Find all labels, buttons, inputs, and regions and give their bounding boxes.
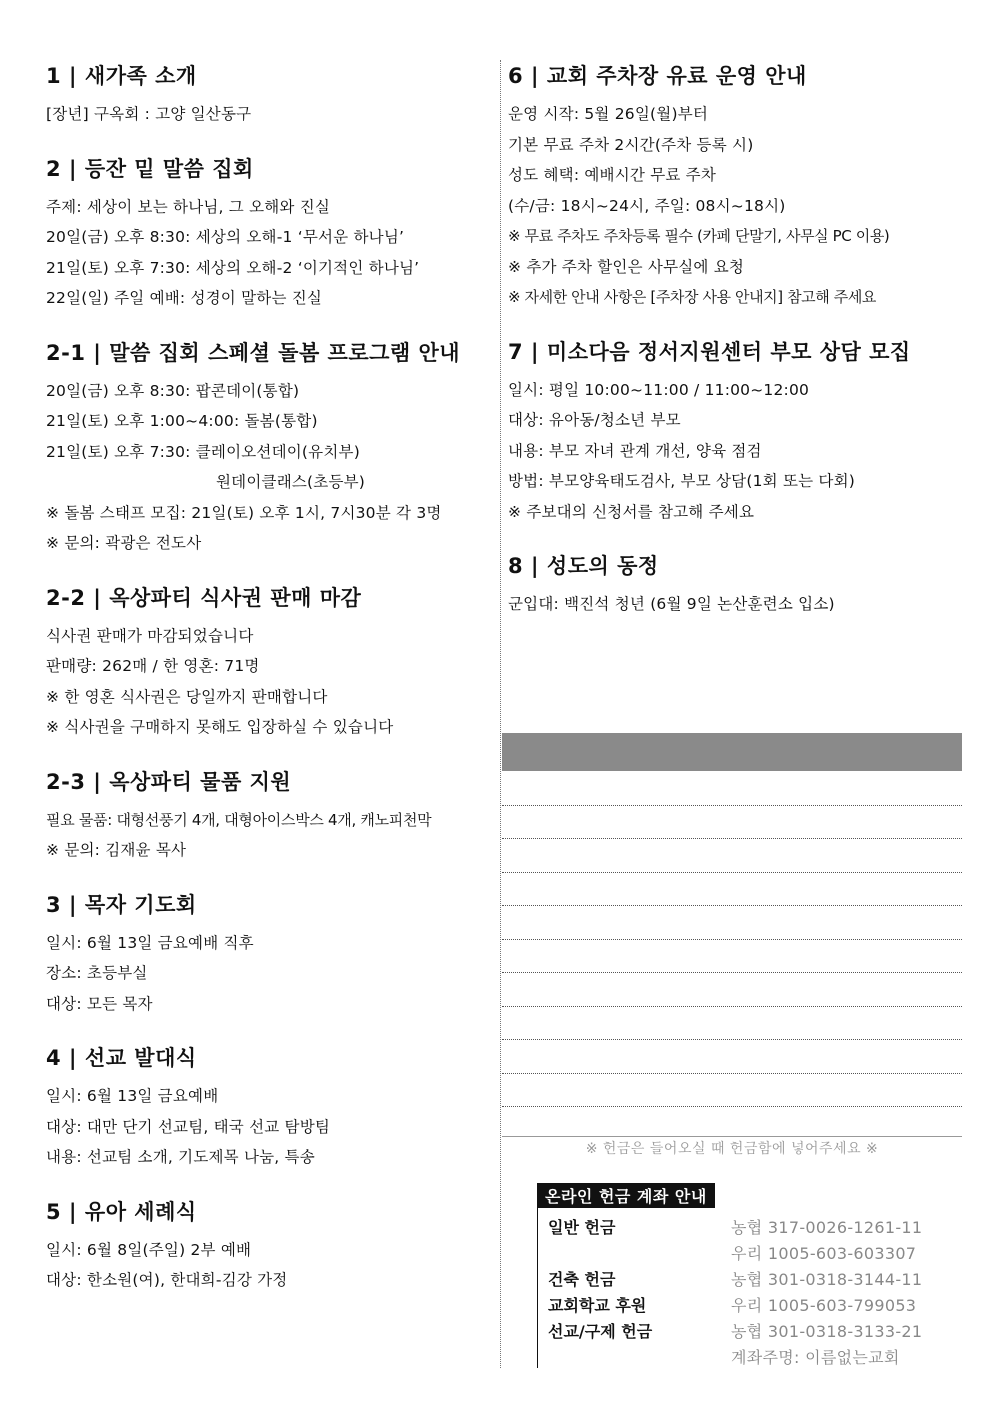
section-title: 3 | 목자 기도회 xyxy=(46,892,197,917)
section-line: ※ 추가 주차 할인은 사무실에 요청 xyxy=(508,257,745,276)
section-line: 대상: 모든 목자 xyxy=(46,994,153,1013)
accounts-table xyxy=(537,1205,963,1368)
section-line: ※ 한 영혼 식사권은 당일까지 판매합니다 xyxy=(46,687,328,706)
account-row xyxy=(548,1293,917,1316)
section-line: 판매량: 262매 / 한 영혼: 71명 xyxy=(46,657,260,675)
section-line: ※ 무료 주차도 주차등록 필수 (카페 단말기, 사무실 PC 이용) xyxy=(508,227,890,245)
section-line: 일시: 평일 10:00~11:00 / 11:00~12:00 xyxy=(508,380,810,399)
note-line xyxy=(502,805,962,806)
section-new-family xyxy=(46,60,494,130)
note-line xyxy=(502,1073,962,1074)
section-line: 일시: 6월 13일 금요예배 xyxy=(46,1087,219,1105)
section-line: ※ 문의: 김재윤 목사 xyxy=(46,841,187,859)
note-line xyxy=(502,972,962,973)
section-line: 운영 시작: 5월 26일(월)부터 xyxy=(508,105,709,123)
section-member-news xyxy=(508,550,963,620)
note-line xyxy=(502,1039,962,1040)
section-care-program xyxy=(46,337,494,559)
account-number: 농협 317-0026-1261-11 xyxy=(731,1218,923,1237)
account-number: 농협 301-0318-3144-11 xyxy=(731,1270,923,1289)
section-infant-baptism xyxy=(46,1196,494,1296)
section-line: 20일(금) 오후 8:30: 세상의 오해-1 ‘무서운 하나님’ xyxy=(46,228,405,246)
account-row xyxy=(548,1215,923,1238)
account-label: 선교/구제 헌금 xyxy=(548,1322,653,1341)
section-line: 장소: 초등부실 xyxy=(46,964,148,982)
section-line: 일시: 6월 8일(주일) 2부 예배 xyxy=(46,1240,252,1259)
section-title: 2-1 | 말씀 집회 스페셜 돌봄 프로그램 안내 xyxy=(46,340,461,365)
note-line xyxy=(502,1106,962,1107)
section-line: 21일(토) 오후 7:30: 클레이오션데이(유치부) xyxy=(46,442,360,461)
section-title: 2-2 | 옥상파티 식사권 판매 마감 xyxy=(46,585,362,610)
section-title: 6 | 교회 주차장 유료 운영 안내 xyxy=(508,64,807,88)
section-title: 1 | 새가족 소개 xyxy=(46,64,197,88)
section-line: 20일(금) 오후 8:30: 팝콘데이(통합) xyxy=(46,381,300,400)
note-line xyxy=(502,872,962,873)
right-column xyxy=(508,60,963,643)
section-line: 내용: 선교팀 소개, 기도제목 나눔, 특송 xyxy=(46,1148,315,1166)
section-title: 5 | 유아 세례식 xyxy=(46,1199,197,1224)
section-line: 대상: 유아동/청소년 부모 xyxy=(508,411,681,429)
account-holder: 계좌주명: 이름없는교회 xyxy=(731,1348,900,1367)
section-line: 방법: 부모양육태도검사, 부모 상담(1회 또는 다회) xyxy=(508,472,856,490)
offering-note: ※ 헌금은 들어오실 때 헌금함에 넣어주세요 ※ xyxy=(585,1141,879,1157)
section-line: 식사권 판매가 마감되었습니다 xyxy=(46,626,254,645)
section-line: 22일(일) 주일 예배: 성경이 말하는 진실 xyxy=(46,289,323,307)
section-line: [장년] 구옥회 : 고양 일산동구 xyxy=(46,105,252,123)
section-title: 2-3 | 옥상파티 물품 지원 xyxy=(46,769,292,794)
notes-header-bar xyxy=(502,733,962,771)
section-title: 8 | 성도의 동정 xyxy=(508,554,659,578)
account-row xyxy=(548,1267,923,1290)
account-label: 교회학교 후원 xyxy=(548,1296,647,1315)
section-line: ※ 식사권을 구매하지 못해도 입장하실 수 있습니다 xyxy=(46,718,394,736)
section-line: 필요 물품: 대형선풍기 4개, 대형아이스박스 4개, 캐노피천막 xyxy=(46,810,432,829)
column-divider xyxy=(500,60,501,1368)
section-line: 원데이클래스(초등부) xyxy=(216,473,366,491)
section-line: 21일(토) 오후 1:00~4:00: 돌봄(통합) xyxy=(46,412,318,430)
section-parking xyxy=(508,60,963,313)
note-line xyxy=(502,838,962,839)
section-line: 대상: 한소원(여), 한대희-김강 가정 xyxy=(46,1271,288,1289)
section-line: 군입대: 백진석 청년 (6월 9일 논산훈련소 입소) xyxy=(508,595,835,613)
section-supplies xyxy=(46,766,494,866)
account-number: 우리 1005-603-603307 xyxy=(731,1244,917,1263)
account-label: 일반 헌금 xyxy=(548,1218,616,1237)
account-number: 우리 1005-603-799053 xyxy=(731,1296,917,1315)
account-number: 농협 301-0318-3133-21 xyxy=(731,1322,923,1341)
left-column xyxy=(46,60,494,1319)
section-counseling xyxy=(508,336,963,528)
section-mission xyxy=(46,1042,494,1173)
section-line: ※ 돌봄 스태프 모집: 21일(토) 오후 1시, 7시30분 각 3명 xyxy=(46,503,442,522)
note-line xyxy=(502,939,962,940)
section-line: 일시: 6월 13일 금요예배 직후 xyxy=(46,933,254,952)
section-title: 7 | 미소다음 정서지원센터 부모 상담 모집 xyxy=(508,339,911,364)
section-meal-ticket xyxy=(46,582,494,743)
divider xyxy=(502,1136,962,1137)
section-line: 성도 혜택: 예배시간 무료 주차 xyxy=(508,166,717,184)
account-label: 건축 헌금 xyxy=(548,1270,616,1289)
section-line: ※ 자세한 안내 사항은 [주차장 사용 안내지] 참고해 주세요 xyxy=(508,288,876,306)
section-leader-prayer xyxy=(46,889,494,1020)
section-line: 주제: 세상이 보는 하나님, 그 오해와 진실 xyxy=(46,197,331,216)
section-line: (수/금: 18시~24시, 주일: 08시~18시) xyxy=(508,196,786,215)
section-title: 4 | 선교 발대식 xyxy=(46,1046,197,1070)
accounts-title: 온라인 헌금 계좌 안내 xyxy=(537,1183,715,1208)
section-line: 21일(토) 오후 7:30: 세상의 오해-2 ‘이기적인 하나님’ xyxy=(46,258,420,277)
section-line: ※ 문의: 곽광은 전도사 xyxy=(46,534,202,552)
section-revival-meeting xyxy=(46,153,494,314)
account-row xyxy=(548,1319,923,1342)
note-line xyxy=(502,1006,962,1007)
section-line: 기본 무료 주차 2시간(주차 등록 시) xyxy=(508,135,754,154)
section-line: 대상: 대만 단기 선교팀, 태국 선교 탐방팀 xyxy=(46,1117,331,1136)
section-line: 내용: 부모 자녀 관계 개선, 양육 점검 xyxy=(508,441,762,460)
section-line: ※ 주보대의 신청서를 참고해 주세요 xyxy=(508,502,755,521)
note-line xyxy=(502,905,962,906)
section-title: 2 | 등잔 밑 말씀 집회 xyxy=(46,156,254,181)
